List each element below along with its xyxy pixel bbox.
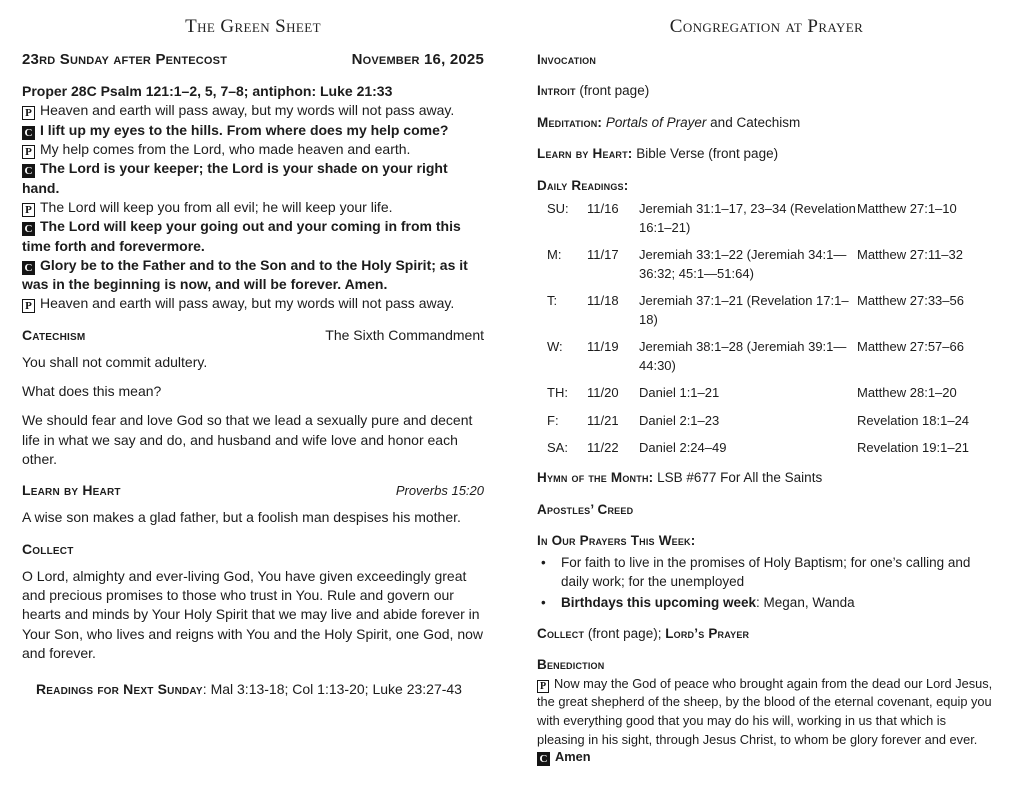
date-cell: 11/21 bbox=[587, 412, 619, 428]
congregation-icon: C bbox=[537, 752, 550, 766]
ot-reading: Daniel 2:24–49 bbox=[639, 439, 727, 455]
prayer-item bbox=[537, 553, 996, 591]
date-cell: 11/16 bbox=[587, 201, 619, 217]
collect-heading: Collect bbox=[22, 540, 74, 557]
versicle bbox=[22, 159, 484, 198]
catechism-heading-row bbox=[22, 327, 484, 343]
collect-note: (front page); bbox=[584, 625, 666, 641]
learn-by-heart-note: Bible Verse (front page) bbox=[632, 146, 779, 162]
hymn-of-month-line bbox=[537, 469, 996, 488]
page-title-right: Congregation at Prayer bbox=[669, 16, 864, 37]
meditation-book-title: Portals of Prayer bbox=[605, 114, 707, 130]
versicle bbox=[22, 140, 484, 159]
prayer-item bbox=[537, 593, 996, 612]
pastor-icon: P bbox=[22, 203, 35, 217]
versicle-text: Heaven and earth will pass away, but my words will not pass away. bbox=[40, 102, 455, 119]
date-cell: 11/19 bbox=[587, 339, 619, 355]
day-label: W: bbox=[547, 339, 563, 355]
prayer-text: For faith to live in the promises of Holy Baptism; for one’s calling and daily work; for the unemployed bbox=[561, 555, 971, 590]
prayer-bold-lead: Birthdays this upcoming week bbox=[561, 595, 757, 611]
bullet-icon: • bbox=[541, 595, 546, 611]
bullet-icon: • bbox=[541, 555, 546, 571]
nt-reading: Matthew 27:33–56 bbox=[857, 293, 964, 309]
prayers-heading: In Our Prayers This Week: bbox=[537, 533, 696, 549]
congregation-icon: C bbox=[22, 126, 35, 140]
sunday-name: 23rd Sunday after Pentecost bbox=[22, 51, 228, 68]
versicle-text: Heaven and earth will pass away, but my words will not pass away. bbox=[40, 295, 455, 312]
catechism-text: You shall not commit adultery. bbox=[22, 353, 208, 370]
hymn-label: Hymn of the Month: bbox=[537, 470, 654, 486]
nt-reading: Matthew 27:1–10 bbox=[857, 201, 957, 217]
ot-reading: Jeremiah 37:1–21 (Revelation 17:1–18) bbox=[639, 293, 849, 327]
versicle-text: The Lord will keep your going out and your coming in from this time forth and forevermore. bbox=[22, 218, 461, 254]
introit-label: Introit bbox=[537, 83, 576, 99]
next-sunday-list: : Mal 3:13-18; Col 1:13-20; Luke 23:27-43 bbox=[202, 681, 462, 698]
versicle bbox=[22, 121, 484, 140]
collect-heading-row bbox=[22, 541, 484, 557]
prayer-text: : Megan, Wanda bbox=[756, 595, 855, 611]
catechism-question: What does this mean? bbox=[22, 383, 162, 400]
pastor-icon: P bbox=[537, 680, 549, 693]
benediction-heading: Benediction bbox=[537, 656, 605, 672]
pastor-icon: P bbox=[22, 106, 35, 120]
versicle bbox=[22, 256, 484, 295]
catechism-answer: We should fear and love God so that we lead a sexually pure and decent life in what we say and do, and husband and wife love and honor each other. bbox=[22, 412, 473, 467]
learn-by-heart-heading: Learn by Heart bbox=[22, 482, 121, 499]
versicle bbox=[22, 101, 484, 120]
versicle bbox=[22, 294, 484, 313]
congregation-icon: C bbox=[22, 261, 35, 275]
date-cell: 11/22 bbox=[587, 439, 619, 455]
psalm-section bbox=[22, 82, 484, 314]
introit-line bbox=[537, 82, 996, 101]
ot-reading: Daniel 1:1–21 bbox=[639, 385, 720, 401]
congregation-at-prayer-column bbox=[537, 16, 996, 766]
meditation-rest: and Catechism bbox=[706, 114, 801, 130]
learn-by-heart-heading-row bbox=[22, 482, 484, 498]
ot-reading: Jeremiah 33:1–22 (Jeremiah 34:1—36:32; 45:1—51:64) bbox=[639, 247, 847, 281]
catechism-heading: Catechism bbox=[22, 326, 86, 343]
service-date: November 16, 2025 bbox=[351, 51, 484, 68]
ot-reading: Jeremiah 38:1–28 (Jeremiah 39:1—44:30) bbox=[639, 339, 847, 373]
nt-reading: Matthew 28:1–20 bbox=[857, 385, 957, 401]
introit-note: (front page) bbox=[575, 83, 650, 99]
date-cell: 11/18 bbox=[587, 293, 619, 309]
catechism-subtitle: The Sixth Commandment bbox=[325, 326, 484, 343]
hymn-title: LSB #677 For All the Saints bbox=[653, 470, 823, 486]
ot-reading: Jeremiah 31:1–17, 23–34 (Revelation 16:1–21) bbox=[639, 201, 856, 235]
versicle bbox=[22, 217, 484, 256]
green-sheet-column bbox=[22, 16, 484, 766]
congregation-icon: C bbox=[22, 222, 35, 236]
prayer-list bbox=[537, 553, 996, 612]
day-label: F: bbox=[547, 412, 559, 428]
nt-reading: Matthew 27:57–66 bbox=[857, 339, 964, 355]
next-sunday-label: Readings for Next Sunday bbox=[36, 681, 203, 698]
versicle-text: Glory be to the Father and to the Son and to the Holy Spirit; as it was in the beginning is now, and will be forever. Amen. bbox=[22, 256, 468, 293]
versicle bbox=[22, 198, 484, 217]
collect-lords-prayer-line bbox=[537, 625, 996, 644]
date-cell: 11/17 bbox=[587, 247, 619, 263]
psalm-heading: Proper 28C Psalm 121:1–2, 5, 7–8; antiphon: Luke 21:33 bbox=[22, 83, 393, 99]
meditation-label: Meditation: bbox=[537, 114, 603, 130]
congregation-icon: C bbox=[22, 164, 35, 178]
versicle-text: The Lord is your keeper; the Lord is your shade on your right hand. bbox=[22, 160, 448, 196]
nt-reading: Revelation 19:1–21 bbox=[857, 439, 970, 455]
daily-readings-heading: Daily Readings: bbox=[537, 177, 629, 193]
versicle-text: I lift up my eyes to the hills. From where does my help come? bbox=[40, 121, 449, 138]
pastor-icon: P bbox=[22, 145, 35, 159]
versicle-text: The Lord will keep you from all evil; he will keep your life. bbox=[40, 198, 393, 215]
day-label: M: bbox=[547, 247, 562, 263]
pastor-icon: P bbox=[22, 299, 35, 313]
day-label: TH: bbox=[547, 385, 568, 401]
learn-by-heart-label: Learn by Heart: bbox=[537, 146, 633, 162]
nt-reading: Revelation 18:1–24 bbox=[857, 412, 970, 428]
daily-readings-table bbox=[537, 200, 996, 457]
scripture-reference: Proverbs 15:20 bbox=[395, 483, 484, 499]
sunday-header bbox=[22, 51, 484, 68]
invocation-heading: Invocation bbox=[537, 52, 597, 67]
amen-text: Amen bbox=[555, 749, 591, 765]
versicle-text: My help comes from the Lord, who made heaven and earth. bbox=[40, 140, 411, 157]
meditation-line bbox=[537, 114, 996, 133]
next-sunday-readings bbox=[36, 681, 484, 697]
day-label: T: bbox=[547, 293, 558, 309]
page-title-left: The Green Sheet bbox=[185, 16, 321, 37]
nt-reading: Matthew 27:11–32 bbox=[857, 247, 963, 263]
lords-prayer-label: Lord’s Prayer bbox=[665, 625, 750, 641]
amen-versicle bbox=[537, 749, 996, 766]
day-label: SA: bbox=[547, 439, 568, 455]
benediction-text: Now may the God of peace who brought again from the dead our Lord Jesus, the great shepherd of the sheep, by the blood of the eternal covenant, equip you with everything good that you may do his will, working in us that which is pleasing in his sight, through Jesus Christ, to whom be glory forever and ever. bbox=[537, 675, 993, 747]
learn-by-heart-text: A wise son makes a glad father, but a foolish man despises his mother. bbox=[22, 509, 461, 526]
collect-text: O Lord, almighty and ever-living God, You have given exceedingly great and precious promises to those who trust in You. Rule and govern our hearts and minds by Your Holy Spirit that we may live and abide forever in Your Son, who lives and reigns with You and the Holy Spirit, one God, now and forever. bbox=[22, 567, 483, 661]
date-cell: 11/20 bbox=[587, 385, 619, 401]
collect-label: Collect bbox=[537, 625, 585, 641]
apostles-creed-heading: Apostles’ Creed bbox=[537, 501, 634, 517]
ot-reading: Daniel 2:1–23 bbox=[639, 412, 720, 428]
learn-by-heart-line bbox=[537, 145, 996, 164]
day-label: SU: bbox=[547, 201, 569, 217]
benediction-versicle bbox=[537, 675, 996, 749]
